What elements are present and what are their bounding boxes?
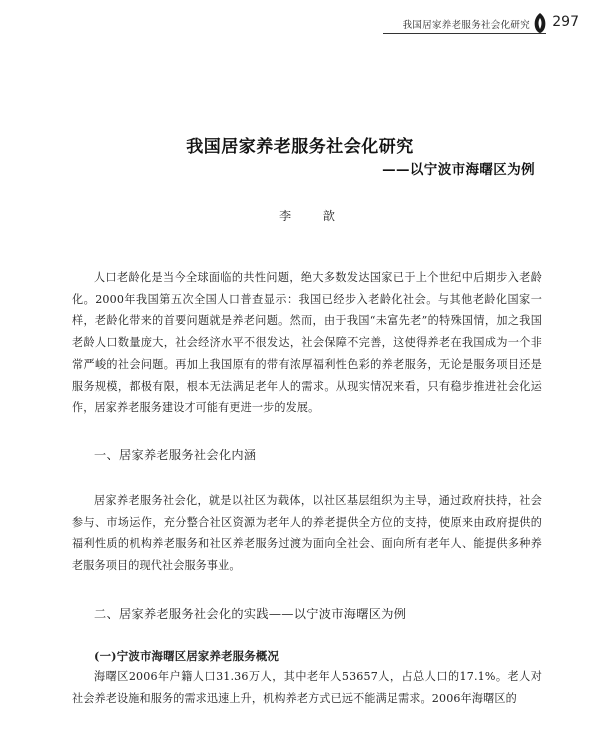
section-heading-2: 二、居家养老服务社会化的实践——以宁波市海曙区为例 bbox=[94, 607, 407, 621]
section1-paragraph: 居家养老服务社会化，就是以社区为载体，以社区基层组织为主导，通过政府扶持，社会参与、市场运作，充分整合社区资源为老年人的养老提供全方位的支持，使原来由政府提供的福利性质的机构养老服务和社区养老服务过渡为面向全社会、面向所有老年人、能提供多种养老服务项目的现代社会服务事业。 bbox=[72, 494, 542, 573]
intro-paragraph: 人口老龄化是当今全球面临的共性问题，绝大多数发达国家已于上个世纪中后期步入老龄化。2000年我国第五次全国人口普查显示：我国已经步入老龄化社会。与其他老龄化国家一样，老龄化带来的首要问题就是养老问题。然而，由于我国“未富先老”的特殊国情，加之我国老龄人口数量庞大，社会经济水平不很发达，社会保障不完善，这使得养老在我国成为一个非常严峻的社会问题。再加上我国原有的带有浓厚福利性色彩的养老服务，无论是服务项目还是服务规模，都极有限，根本无法满足老年人的需求。从现实情况来看，只有稳步推进社会化运作，居家养老服务建设才可能有更进一步的发展。 bbox=[72, 271, 542, 415]
article-title: 我国居家养老服务社会化研究 bbox=[186, 137, 414, 157]
running-header bbox=[0, 12, 600, 36]
author-name: 李 歆 bbox=[279, 209, 349, 223]
subsection1-paragraph: 海曙区2006年户籍人口31.36万人，其中老年人53657人，占总人口的17.1%。老人对社会养老设施和服务的需求迅速上升，机构养老方式已远不能满足需求。2006年海曙区的 bbox=[72, 670, 542, 705]
page-number: 297 bbox=[552, 14, 579, 30]
subsection-heading-1: (一)宁波市海曙区居家养老服务概况 bbox=[94, 649, 280, 663]
header-rule bbox=[383, 33, 546, 34]
article-subtitle: ——以宁波市海曙区为例 bbox=[382, 162, 535, 178]
section-heading-1: 一、居家养老服务社会化内涵 bbox=[94, 448, 257, 462]
running-title: 我国居家养老服务社会化研究 bbox=[402, 20, 530, 31]
journal-logo-icon bbox=[532, 12, 548, 34]
